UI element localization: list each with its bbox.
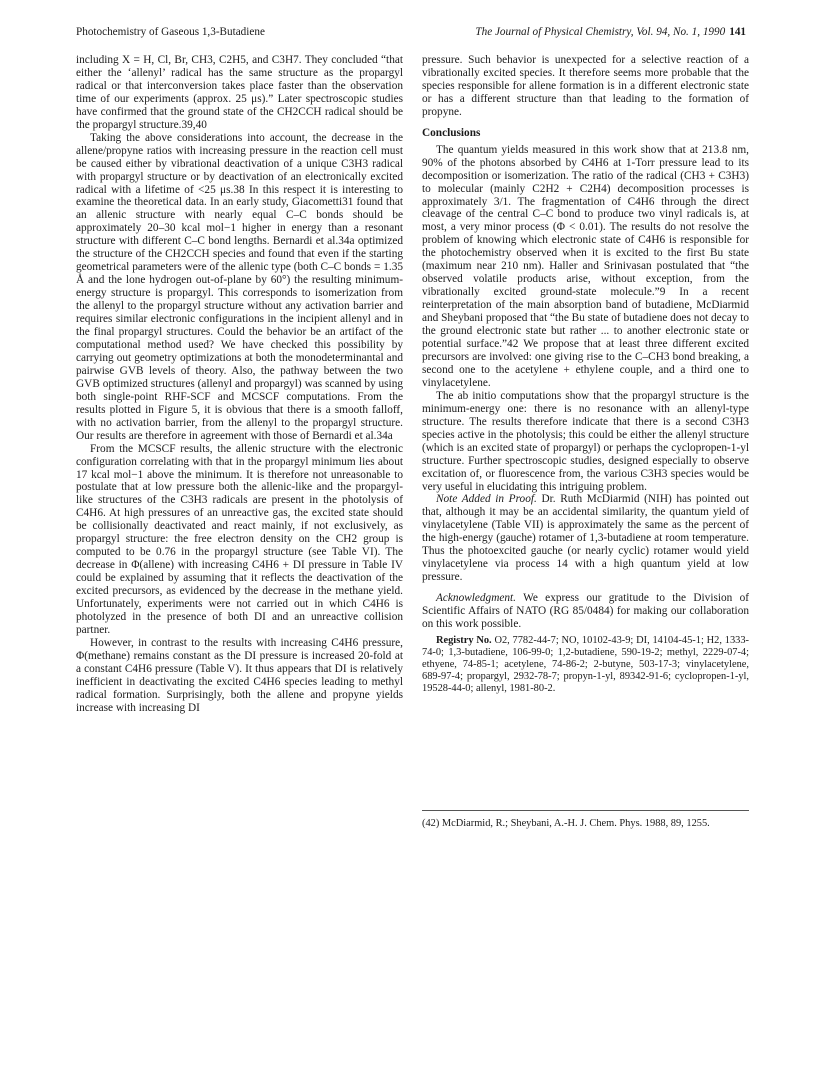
paragraph: including X = H, Cl, Br, CH3, C2H5, and C3H7. They concluded “that either the ‘allenyl’ radical has the same structure as the propargyl radical or that interconversion takes place faster than the observation time of our experiments (approx. 25 μs).” Later spectroscopic studies have confirmed that the ground state of the CH2CCH radical should be the propargyl structure.39,40 <box>76 54 403 131</box>
footnote-divider <box>422 810 749 811</box>
paragraph: The quantum yields measured in this work show that at 213.8 nm, 90% of the photons absorbed by C4H6 at 1-Torr pressure lead to its decomposition or isomerization. The ratio of the radical (CH3 + C3H3) to molecular (mainly C2H2 + C2H4) decomposition processes is approximately 3/1. The fragmentation of C4H6 through the direct cleavage of the central C–C bond to produce two vinyl radicals is, at most, a very minor process (Φ < 0.01). The results do not resolve the problem of knowing which electronic state of C4H6 is responsible for the photochemistry observed when it is excited to the first Bu state (maximum near 210 nm). Haller and Srinivasan postulated that “the observed volatile products arise, without exception, from the vibrationally excited ground-state molecule.”9 In a recent reinterpretation of the main absorption band of butadiene, McDiarmid and Sheybani proposed that “the Bu state of butadiene does not decay to the ground electronic state but rather ... to another electronic state or potential surface.”42 We propose that at least three different excited precursors are involved: one giving rise to the C–CH3 bond breaking, a second one to the acetylene + ethylene couple, and a third one to vinylacetylene. <box>422 143 749 389</box>
paragraph: From the MCSCF results, the allenic structure with the electronic configuration correlating with that in the propargyl minimum lies about 17 kcal mol−1 above the minimum. It is therefore not unreasonable to postulate that at low pressure both the allenic-like and the propargyl-like structures of the C3H3 radicals are present in the photolysis of C4H6. At high pressures of an unreactive gas, the excited state should be collisionally deactivated and react mainly, if not exclusively, as propargyl structure: the free electron density on the CH2 group is computed to be 0.76 in the propargyl structure (see Table VI). The decrease in Φ(allene) with increasing C4H6 + DI pressure in Table IV could be explained by assuming that it reflects the deactivation of the excited precursors, as evidenced by the decrease in the methane yield. Unfortunately, experiments were not carried out in which C4H6 is photolyzed in the presence of both DI and an unreactive collision partner. <box>76 442 403 636</box>
page-number: 141 <box>729 26 746 38</box>
journal-name: The Journal of Physical Chemistry, Vol. 94, No. 1, 1990 <box>475 26 726 38</box>
reference-42: (42) McDiarmid, R.; Sheybani, A.-H. J. Chem. Phys. 1988, 89, 1255. <box>422 818 710 829</box>
acknowledgment <box>422 592 749 631</box>
registry-lead: Registry No. <box>436 634 492 646</box>
note-body: Dr. Ruth McDiarmid (NIH) has pointed out that, although it may be an accidental similarity, the quantum yield of vinylacetylene (Table VII) is approximately the same as the percent of the high-energy (gauche) rotamer of 1,3-butadiene at room temperature. Thus the photoexcited gauche (or nearly cyclic) rotamer would yield vinylacetylene via process 14 with a high quantum yield at low pressure. <box>422 493 750 584</box>
registry-numbers <box>422 635 749 695</box>
journal-citation <box>475 26 746 38</box>
running-header <box>76 26 746 42</box>
left-column <box>76 54 403 715</box>
paragraph: pressure. Such behavior is unexpected for a selective reaction of a vibrationally excited species. It therefore seems more probable that the species responsible for allene formation is in a different electronic state or has a different structure than that leading to the formation of propyne. <box>422 54 749 118</box>
ack-lead: Acknowledgment. <box>436 592 516 605</box>
note-added-in-proof <box>422 493 749 584</box>
right-column <box>422 54 749 695</box>
paragraph: The ab initio computations show that the propargyl structure is the minimum-energy one: there is no resonance with an allenyl-type structure. The results therefore indicate that there is a second C3H3 species active in the photolysis; this could be either the allenyl structure (which is an excited state of propargyl) or perhaps the cyclopropen-1-yl structure. Further spectroscopic studies, designed especially to observe excitation of, or fluorescence from, the various C3H3 species would be very useful in elucidating this intriguing problem. <box>422 389 749 493</box>
running-title: Photochemistry of Gaseous 1,3-Butadiene <box>76 26 265 38</box>
paragraph: Taking the above considerations into account, the decrease in the allene/propyne ratios with increasing pressure in the reaction cell must be caused either by vibrational deactivation of a unique C3H3 radical with propargyl structure or by deactivation of an electronically excited radical with a lifetime of <25 μs.38 In this respect it is interesting to examine the theoretical data. In an early study, Giacometti31 found that an allenic structure with nearly equal C–C bonds should be approximately 20–30 kcal mol−1 higher in energy than a resonant structure with different C–C bond lengths. Bernardi et al.34a optimized the structure of the CH2CCH species and found that even if the starting geometrical parameters were of the allenic type (both C–C bonds = 1.35 Å and the lone hydrogen out-of-plane by 60°) the resulting minimum-energy structure is propargyl. This corresponds to isomerization from the allenyl to the propargyl structure without any activation barrier and requires similar electronic configurations in the incipient allenyl and in the final propargyl structures. Could the behavior be an artifact of the computational method used? We have checked this possibility by carrying out geometry optimizations at both the monodeterminantal and pairwise GVB levels of theory. Also, the pathway between the two GVB optimized structures (allenyl and propargyl) was scanned by using both single-point RHF-SCF and MCSCF computations. From the results plotted in Figure 5, it is obvious that there is a smooth falloff, with no activation barrier, from the allenyl to the propargyl structure. Our results are therefore in agreement with those of Bernardi et al.34a <box>76 131 403 442</box>
note-lead: Note Added in Proof. <box>436 493 537 506</box>
ack-body: We express our gratitude to the Division of Scientific Affairs of NATO (RG 85/0484) for making our collaboration on this work possible. <box>422 592 750 631</box>
paragraph: However, in contrast to the results with increasing C4H6 pressure, Φ(methane) remains constant as the DI pressure is increased 20-fold at a constant C4H6 pressure (Table V). It thus appears that DI is relatively inefficient in deactivating the excited C4H6 species leading to methyl radical formation. Surprisingly, both the allene and propyne yields increase with increasing DI <box>76 636 403 714</box>
registry-body: O2, 7782-44-7; NO, 10102-43-9; DI, 14104-45-1; H2, 1333-74-0; 1,3-butadiene, 106-99-0; 1,2-butadiene, 590-19-2; methyl, 2229-07-4; ethyene, 74-85-1; acetylene, 74-86-2; 2-butyne, 503-17-3; vinylacetylene, 689-97-4; propargyl, 2932-78-7; propyn-1-yl, 89342-91-6; cyclopropen-1-yl, 19528-44-0; allenyl, 1981-80-2. <box>422 634 749 694</box>
section-heading: Conclusions <box>422 126 481 139</box>
